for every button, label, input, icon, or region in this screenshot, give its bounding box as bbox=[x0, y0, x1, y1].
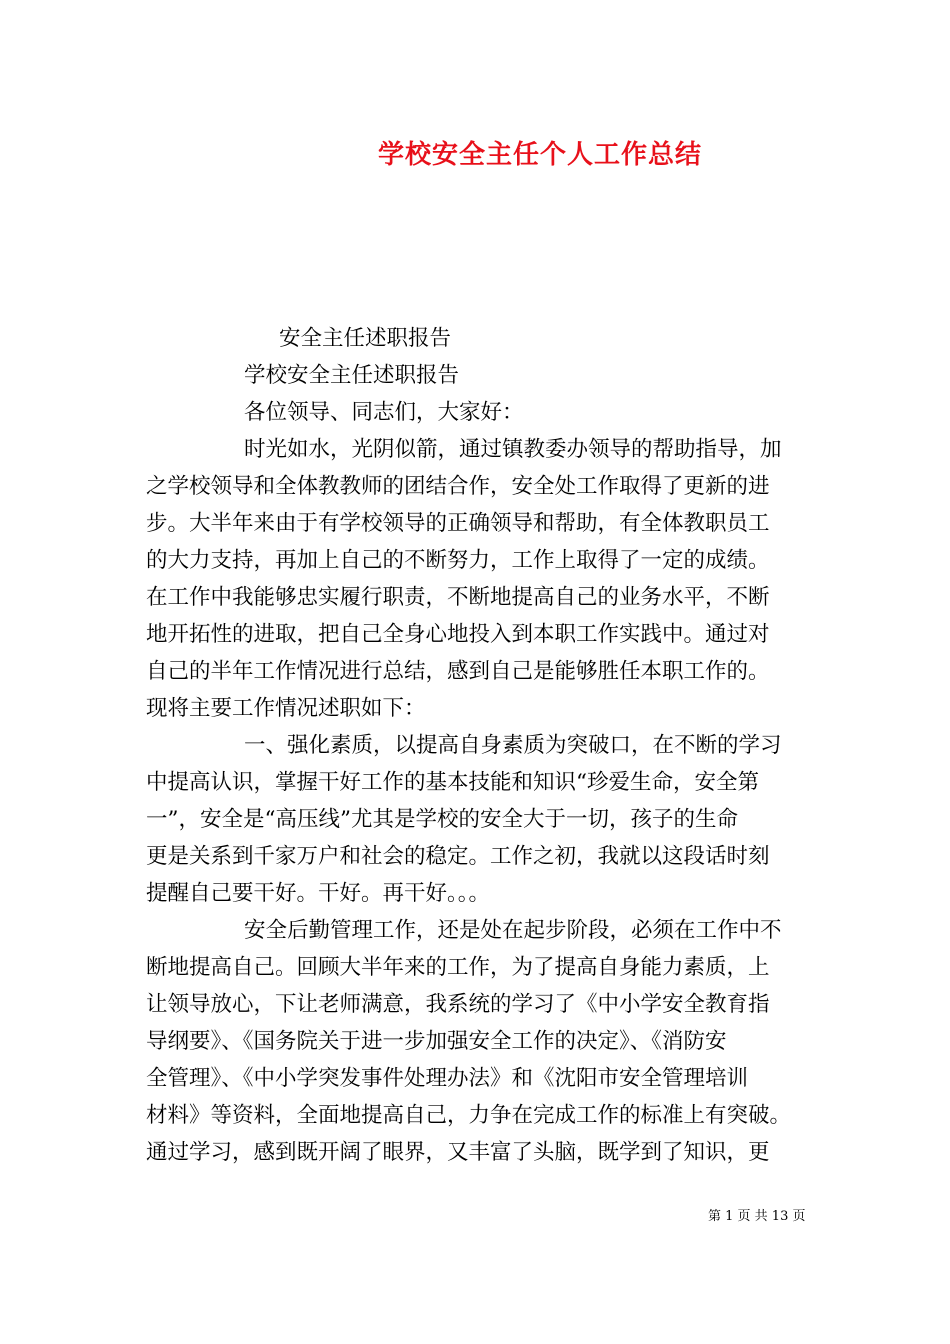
body-line: 现将主要工作情况述职如下： bbox=[146, 696, 426, 721]
body-line: 材料》等资料，全面地提高自己，力争在完成工作的标准上有突破。 bbox=[146, 1103, 792, 1128]
body-line: 提醒自己要干好。干好。再干好。。。 bbox=[146, 881, 491, 906]
body-line: 中提高认识，掌握干好工作的基本技能和知识“珍爱生命，安全第 bbox=[146, 770, 759, 795]
body-line: 地开拓性的进取，把自己全身心地投入到本职工作实践中。通过对 bbox=[146, 622, 770, 647]
body-line: 通过学习，感到既开阔了眼界，又丰富了头脑，既学到了知识，更 bbox=[146, 1140, 770, 1165]
body-line: 一、强化素质，以提高自身素质为突破口，在不断的学习 bbox=[244, 733, 782, 758]
body-line: 一”，安全是“高压线”尤其是学校的安全大于一切，孩子的生命 bbox=[146, 807, 738, 832]
body-line: 更是关系到千家万户和社会的稳定。工作之初，我就以这段话时刻 bbox=[146, 844, 770, 869]
body-line: 步。大半年来由于有学校领导的正确领导和帮助，有全体教职员工 bbox=[146, 511, 770, 536]
body-line: 学校安全主任述职报告 bbox=[244, 363, 460, 388]
body-line: 断地提高自己。回顾大半年来的工作，为了提高自身能力素质，上 bbox=[146, 955, 770, 980]
body-line: 安全主任述职报告 bbox=[279, 326, 452, 351]
body-line: 全管理》、《中小学突发事件处理办法》和《沈阳市安全管理培训 bbox=[146, 1066, 749, 1091]
body-line: 时光如水，光阴似箭，通过镇教委办领导的帮助指导，加 bbox=[244, 437, 782, 462]
body-line: 的大力支持，再加上自己的不断努力，工作上取得了一定的成绩。 bbox=[146, 548, 770, 573]
body-line: 让领导放心，下让老师满意，我系统的学习了《中小学安全教育指 bbox=[146, 992, 770, 1017]
body-line: 在工作中我能够忠实履行职责，不断地提高自己的业务水平，不断 bbox=[146, 585, 770, 610]
document-body bbox=[146, 320, 810, 1171]
body-line: 导纲要》、《国务院关于进一步加强安全工作的决定》、《消防安 bbox=[146, 1029, 727, 1054]
page-number: 第 1 页 共 13 页 bbox=[708, 1209, 806, 1224]
body-line: 之学校领导和全体教教师的团结合作，安全处工作取得了更新的进 bbox=[146, 474, 770, 499]
body-line: 自己的半年工作情况进行总结，感到自己是能够胜任本职工作的。 bbox=[146, 659, 770, 684]
body-line: 各位领导、同志们，大家好： bbox=[244, 400, 524, 425]
body-line: 安全后勤管理工作，还是处在起步阶段，必须在工作中不 bbox=[244, 918, 782, 943]
document-title: 学校安全主任个人工作总结 bbox=[377, 140, 702, 170]
